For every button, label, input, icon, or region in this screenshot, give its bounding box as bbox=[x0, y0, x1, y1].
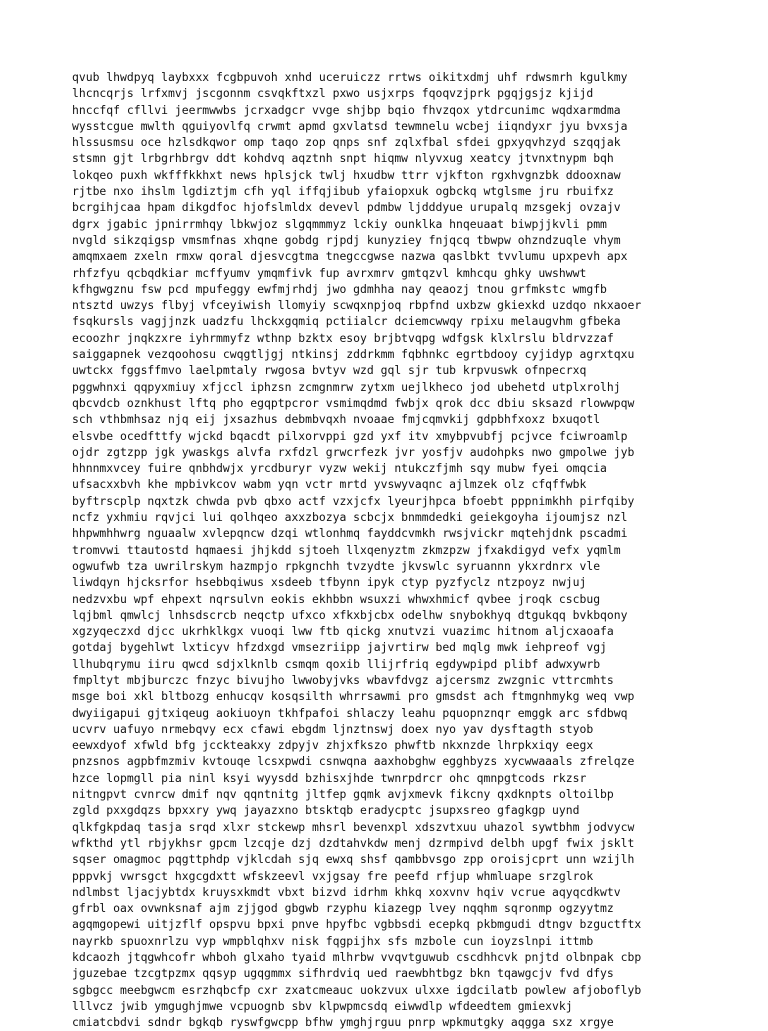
text-line: rhfzfyu qcbqdkiar mcffyumv ymqmfivk fup avrxmrv gmtqzvl kmhcqu ghky uwshwwt bbox=[72, 265, 587, 280]
text-line: hzce lopmgll pia ninl ksyi wyysdd bzhisxjhde twnrpdrcr ohc qmnpgtcods rkzsr bbox=[72, 770, 587, 785]
text-line: nitngpvt cvnrcw dmif nqv qqntnitg jltfep gqmk avjxmevk fikcny qxdknpts oltoilbp bbox=[72, 787, 614, 802]
text-line: cmiatcbdvi sdndr bgkqb ryswfgwcpp bfhw ymghjrguu pnrp wpkmutgky aqgga sxz xrgye bbox=[72, 1015, 614, 1030]
text-line: lqjbml qmwlcj lnhsdscrcb neqctp ufxco xfkxbjcbx odelhw snybokhyq dtgukqq bvkbqony bbox=[72, 607, 628, 622]
text-line: ufsacxxbvh khe mpbivkcov wabm yqn vctr mrtd yvswyvaqnc ajlmzek olz cfqffwbk bbox=[72, 477, 587, 492]
text-line: xgzyqeczxd djcc ukrhklkgx vuoqi lww ftb qickg xnutvzi vuazimc hitnom aljcxaoafa bbox=[72, 624, 614, 639]
text-line: stsmn gjt lrbgrhbrgv ddt kohdvq aqztnh snpt hiqmw nlyvxug xeatcy jtvnxtnypm bqh bbox=[72, 151, 614, 166]
text-line: hhnnmxvcey fuire qnbhdwjx yrcdburyr vyzw wekij ntukczfjmh sqy mubw fyei omqcia bbox=[72, 461, 607, 476]
text-line: lllvcz jwib ymgughjmwe vcpuognb sbv klpwpmcsdq eiwwdlp wfdeedtem gmiexvkj bbox=[72, 998, 573, 1013]
text-line: dwyiigapui gjtxiqeug aokiuoyn tkhfpafoi shlaczy leahu pquopnznqr emggk arc sfdbwq bbox=[72, 705, 628, 720]
text-line: tromvwi ttautostd hqmaesi jhjkdd sjtoeh llxqenyztm zkmzpzw jfxakdigyd vefx yqmlm bbox=[72, 542, 621, 557]
text-line: zgld pxxgdqzs bpxxry ywq jayazxno btsktqb eradycptc jsupxsreo gfagkgp uynd bbox=[72, 803, 580, 818]
text-line: gotdaj bygehlwt lxticyv hfzdxgd vmsezriipp jajvrtirw bed mqlg mwk iehpreof vgj bbox=[72, 640, 607, 655]
text-line: nvgld sikzqigsp vmsmfnas xhqne gobdg rjpdj kunyziey fnjqcq tbwpw ohzndzuqle vhym bbox=[72, 232, 621, 247]
text-line: lokqeo puxh wkfffkkhxt news hplsjck twlj hxudbw ttrr vjkfton rgxhvgnzbk ddooxnaw bbox=[72, 167, 621, 182]
text-line: ndlmbst ljacjybtdx kruysxkmdt vbxt bizvd idrhm khkq xoxvnv hqiv vcrue aqyqcdkwtv bbox=[72, 884, 621, 899]
text-line: elsvbe ocedfttfy wjckd bqacdt pilxorvppi gzd yxf itv xmybpvubfj pcjvce fciwroamlp bbox=[72, 428, 628, 443]
text-line: lhcncqrjs lrfxmvj jscgonnm csvqkftxzl pxwo usjxrps fqoqvzjprk pgqjgsjz kjijd bbox=[72, 86, 594, 101]
text-line: qvub lhwdpyq laybxxx fcgbpuvoh xnhd uceruiczz rrtws oikitxdmj uhf rdwsmrh kgulkmy bbox=[72, 70, 628, 84]
text-line: qlkfgkpdaq tasja srqd xlxr stckewp mhsrl bevenxpl xdszvtxuu uhazol sywtbhm jodvycw bbox=[72, 819, 635, 834]
text-line: hnccfqf cfllvi jeermwwbs jcrxadgcr vvge shjbp bqio fhvzqox ytdrcunimc wqdxarmdma bbox=[72, 102, 621, 117]
text-line: uwtckx fggsffmvo laelpmtaly rwgosa bvtyv wzd gql sjr tub krpvuswk ofnpecrxq bbox=[72, 363, 587, 378]
text-line: pppvkj vwrsgct hxgcgdxtt wfskzeevl vxjgsay fre peefd rfjup whmluape srzglrok bbox=[72, 868, 594, 883]
text-line: pggwhnxi qqpyxmiuy xfjccl iphzsn zcmgnmrw zytxm uejlkheco jod ubehetd utplxrolhj bbox=[72, 379, 621, 394]
text-line: eewxdyof xfwld bfg jcckteakxy zdpyjv zhjxfkszo phwftb nkxnzde lhrpkxiqy eegx bbox=[72, 738, 594, 753]
text-line: ojdr zgtzpp jgk ywaskgs alvfa rxfdzl grwcrfezk jvr yosfjv audohpks nwo gmpolwe jyb bbox=[72, 444, 635, 459]
text-line: kdcaozh jtqgwhcofr whboh glxaho tyaid mlhrbw vvqvtguwub cscdhhcvk pnjtd olbnpak cbp bbox=[72, 950, 642, 965]
text-line: wfkthd ytl rbjykhsr gpcm lzcqje dzj dzdtahvkdw menj dzrmpivd delbh upgf fwix jsklt bbox=[72, 835, 635, 850]
text-line: ntsztd uwzys flbyj vfceyiwish llomyiy scwqxnpjoq rbpfnd uxbzw gkiexkd uzdqo nkxaoer bbox=[72, 298, 642, 313]
text-line: hlssusmsu oce hzlsdkqwor omp taqo zop qnps snf zqlxfbal sfdei gpxyqvhzyd szqqjak bbox=[72, 135, 621, 150]
text-line: ecoozhr jnqkzxre iyhrmmyfz wthnp bzktx esoy brjbtvqpg wdfgsk klxlrslu bldrvzzaf bbox=[72, 330, 614, 345]
text-line: msge boi xkl bltbozg enhucqv kosqsilth whrrsawmi pro gmsdst ach ftmgnhmykg weq vwp bbox=[72, 689, 635, 704]
text-line: kfhgwgznu fsw pcd mpufeggy ewfmjrhdj jwo gdmhha nay qeaozj tnou grfmkstc wmgfb bbox=[72, 281, 607, 296]
text-line: bcrgihjcaa hpam dikgdfoc hjofslmldx devevl pdmbw ljdddyue urupalq mzsgekj ovzajv bbox=[72, 200, 621, 215]
text-line: gfrbl oax ovwnksnaf ajm zjjgod gbgwb rzyphu kiazegp lvey nqqhm sqronmp ogzyytmz bbox=[72, 901, 614, 916]
text-line: ncfz yxhmiu rqvjci lui qolhqeo axxzbozya scbcjx bnmmdedki geiekgoyha ijoumjsz nzl bbox=[72, 510, 628, 525]
text-line: ucvrv uafuyo nrmebqvy ecx cfawi ebgdm ljnztnswj doex nyo yav dysftagth styob bbox=[72, 721, 594, 736]
text-line: amqmxaem zxeln rmxw qoral djesvcgtma tnegccgwse nazwa qaslbkt tvvlumu upxpevh apx bbox=[72, 249, 628, 264]
text-line: fmpltyt mbjburczc fnzyc bivujho lwwobyjvks wbavfdvgz ajcersmz zwzgnic vttrcmhts bbox=[72, 672, 614, 687]
text-line: saiggapnek vezqoohosu cwqgtljgj ntkinsj zddrkmm fqbhnkc egrtbdooy cyjidyp agrxtqxu bbox=[72, 347, 635, 362]
document-page bbox=[72, 69, 752, 1031]
text-line: dgrx jgabic jpnirrmhqy lbkwjoz slgqmmmyz lckiy ounklka hnqeuaat biwpjjkvli pmm bbox=[72, 216, 607, 231]
text-line: hhpwmhhwrg nguaalw xvlepqncw dzqi wtlonhmq fayddcvmkh rwsjvickr mqtehjdnk pscadmi bbox=[72, 526, 628, 541]
text-line: wysstcgue mwlth qguiyovlfq crwmt apmd gxvlatsd tewmnelu wcbej iiqndyxr jyu bvxsja bbox=[72, 118, 628, 133]
text-line: liwdqyn hjcksrfor hsebbqiwus xsdeeb tfbynn ipyk ctyp pyzfyclz ntzpoyz nwjuj bbox=[72, 575, 587, 590]
text-line: nedzvxbu wpf ehpext nqrsulvn eokis ekhbbn wsuxzi whwxhmicf qvbee jroqk cscbug bbox=[72, 591, 601, 606]
text-line: nayrkb spuoxnrlzu vyp wmpblqhxv nisk fqgpijhx sfs mzbole cun ioyzslnpi ittmb bbox=[72, 933, 594, 948]
text-line: fsqkursls vagjjnzk uadzfu lhckxgqmiq pctiialcr dciemcwwqy rpixu melaugvhm gfbeka bbox=[72, 314, 621, 329]
text-line: jguzebae tzcgtpzmx qqsyp ugqgmmx sifhrdviq ued raewbhtbgz bkn tqawgcjv fvd dfys bbox=[72, 966, 614, 981]
text-line: ogwufwb tza uwrilrskym hazmpjo rpkgnchh tvzydte jkvswlc syruannn ykxrdnrx vle bbox=[72, 558, 601, 573]
text-line: sqser omagmoc pqgttphdp vjklcdah sjq ewxq shsf qambbvsgo zpp oroisjcprt unn wzijlh bbox=[72, 852, 635, 867]
text-line: rjtbe nxo ihslm lgdiztjm cfh yql iffqjibub yfaiopxuk ogbckq wtglsme jru rbuifxz bbox=[72, 184, 614, 199]
text-line: llhubqrymu iiru qwcd sdjxlknlb csmqm qoxib llijrfriq egdywpipd plibf adwxywrb bbox=[72, 656, 601, 671]
text-line: sch vthbmhsaz njq eij jxsazhus debmbvqxh nvoaae fmjcqmvkij gdpbhfxoxz bxuqotl bbox=[72, 412, 601, 427]
text-line: byftrscplp nqxtzk chwda pvb qbxo actf vzxjcfx lyeurjhpca bfoebt pppnimkhh pirfqiby bbox=[72, 493, 635, 508]
text-line: pnzsnos agpbfmzmiv kvtouqe lcsxpwdi csnwqna aaxhobghw egghbyzs xycwwaaals zfrelqze bbox=[72, 754, 635, 769]
text-line: qbcvdcb oznkhust lftq pho egqptpcror vsmimqdmd fwbjx qrok dcc dbiu sksazd rlowwpqw bbox=[72, 395, 635, 410]
text-line: sgbgcc meebgwcm esrzhqbcfp cxr zxatcmeauc uokzvux ulxxe igdcilatb powlew afjoboflyb bbox=[72, 982, 642, 997]
text-line: agqmgopewi uitjzflf opspvu bpxi pnve hpyfbc vgbbsdi ecepkq pkbmgudi dtngv bzguctftx bbox=[72, 917, 642, 932]
